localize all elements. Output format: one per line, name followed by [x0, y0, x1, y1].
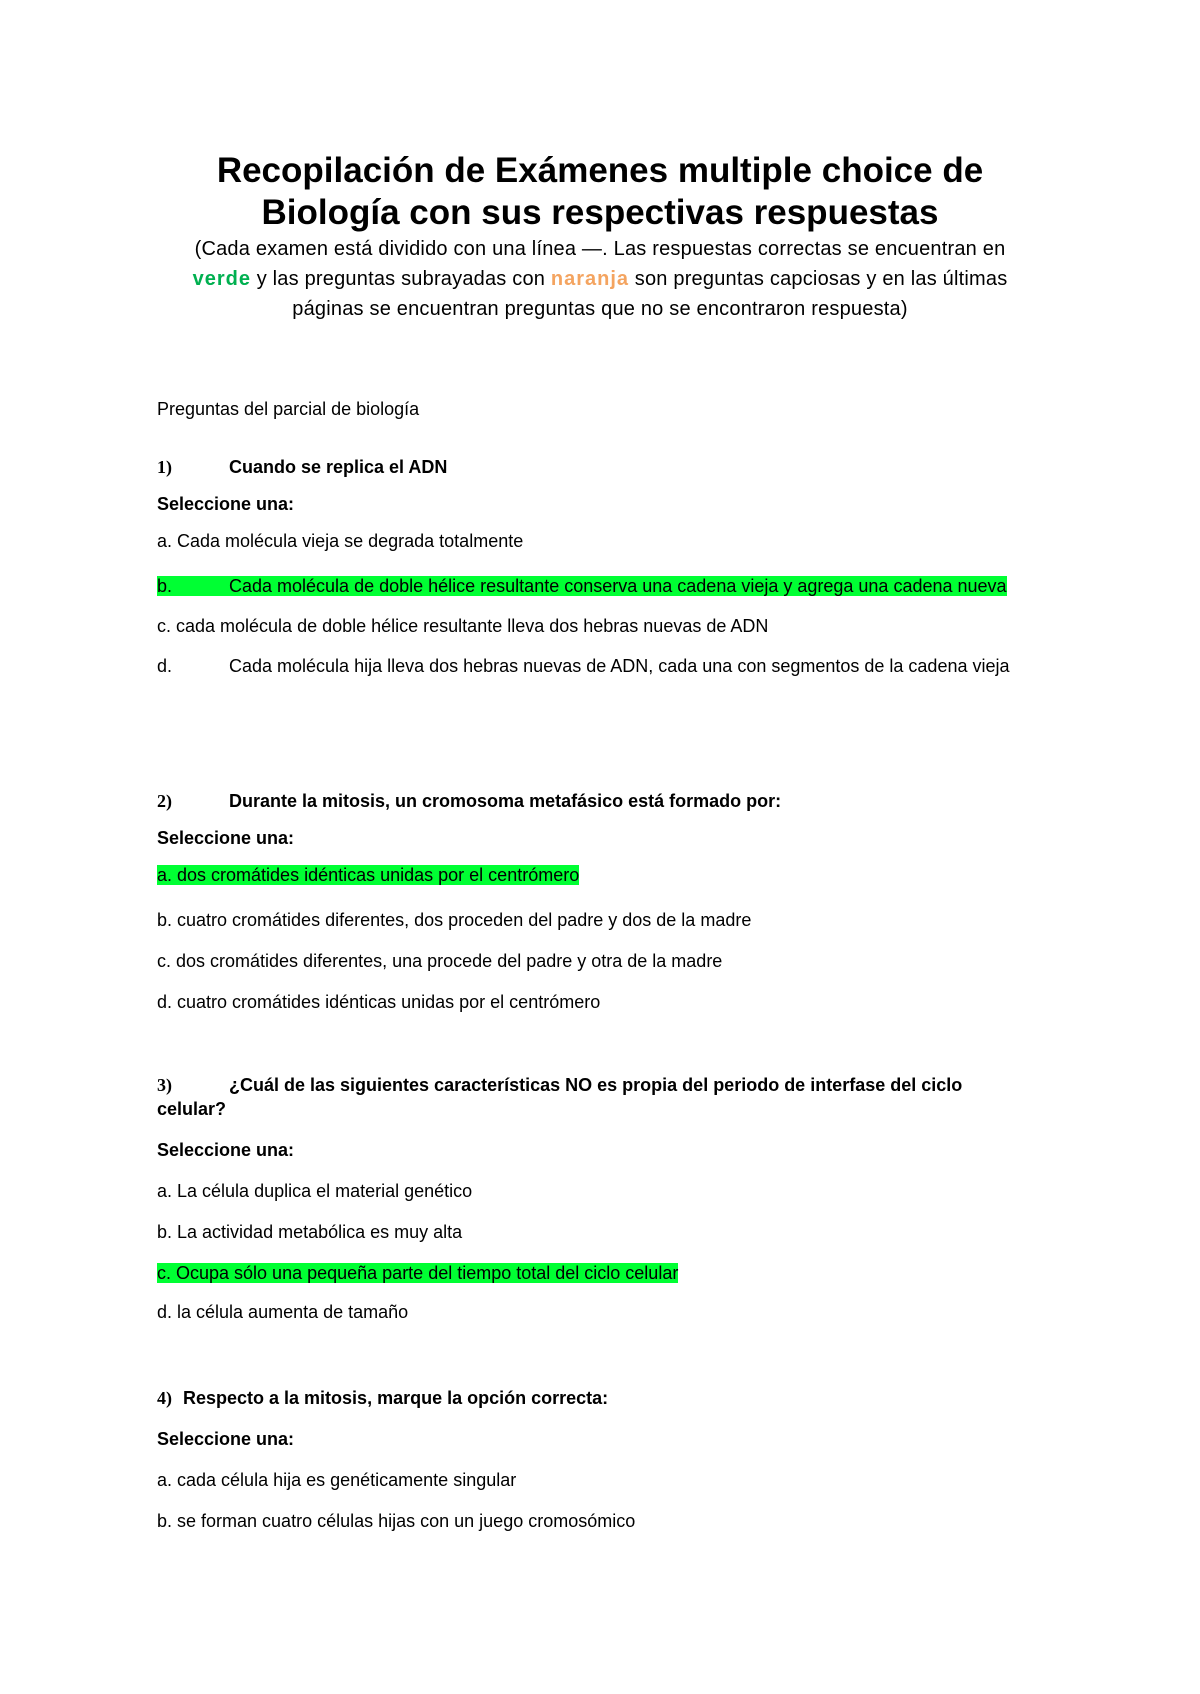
- question-heading: [157, 455, 1027, 479]
- title-line-2: Biología con sus respectivas respuestas: [261, 193, 939, 232]
- question-number: 1): [157, 457, 172, 477]
- keyword-green: verde: [192, 268, 251, 290]
- subtitle-text: y las preguntas subrayadas con: [250, 268, 551, 290]
- option-a: a. cada célula hija es genéticamente singular: [157, 1470, 517, 1490]
- option-b: b. se forman cuatro células hijas con un juego cromosómico: [157, 1511, 636, 1531]
- option-text: Cada molécula hija lleva dos hebras nuevas de ADN, cada una con segmentos de la cadena vieja: [229, 656, 1010, 676]
- correct-highlight: [157, 576, 1007, 596]
- option-d: d. cuatro cromátides idénticas unidas por el centrómero: [157, 992, 601, 1012]
- document-subtitle: [140, 234, 1060, 324]
- option-text: Cada molécula de doble hélice resultante conserva una cadena vieja y agrega una cadena nueva: [229, 576, 1007, 596]
- question-number: 3): [157, 1075, 172, 1095]
- title-line-1: Recopilación de Exámenes multiple choice de: [216, 151, 984, 190]
- question-heading: [157, 789, 1027, 813]
- keyword-orange: naranja: [550, 268, 630, 290]
- option-a-correct: [157, 863, 1027, 887]
- option-d: [157, 654, 1027, 678]
- section-title: Preguntas del parcial de biología: [157, 399, 420, 419]
- question-text: ¿Cuál de las siguientes características NO es propia del periodo de interfase del ciclo celular?: [157, 1075, 963, 1119]
- subtitle-line-1: (Cada examen está dividido con una línea —. Las respuestas correctas se encuentran en: [194, 238, 1006, 260]
- question-1: [157, 455, 1027, 678]
- question-heading: [157, 1073, 1027, 1121]
- correct-highlight: a. dos cromátides idénticas unidas por el centrómero: [157, 865, 580, 885]
- option-b: b. cuatro cromátides diferentes, dos proceden del padre y dos de la madre: [157, 910, 752, 930]
- option-a: a. La célula duplica el material genético: [157, 1181, 473, 1201]
- question-text: Cuando se replica el ADN: [229, 457, 448, 477]
- correct-highlight: c. Ocupa sólo una pequeña parte del tiempo total del ciclo celular: [157, 1263, 679, 1283]
- document-title: [120, 150, 1080, 234]
- question-3: [157, 1073, 1027, 1324]
- option-letter: b.: [157, 576, 173, 596]
- question-number: 4): [157, 1388, 172, 1408]
- select-label: Seleccione una:: [157, 494, 295, 514]
- question-heading: [157, 1386, 1027, 1410]
- question-2: [157, 789, 1027, 1014]
- question-number: 2): [157, 791, 172, 811]
- question-text: Respecto a la mitosis, marque la opción correcta:: [183, 1388, 609, 1408]
- option-b: b. La actividad metabólica es muy alta: [157, 1222, 463, 1242]
- option-c: c. dos cromátides diferentes, una procede del padre y otra de la madre: [157, 951, 723, 971]
- select-label: Seleccione una:: [157, 828, 295, 848]
- option-letter: d.: [157, 656, 173, 676]
- option-b-correct: [157, 574, 1027, 598]
- option-c-correct: [157, 1261, 1027, 1285]
- question-text: Durante la mitosis, un cromosoma metafásico está formado por:: [229, 791, 782, 811]
- option-c: c. cada molécula de doble hélice resultante lleva dos hebras nuevas de ADN: [157, 616, 769, 636]
- option-a: a. Cada molécula vieja se degrada totalmente: [157, 531, 524, 551]
- subtitle-line-3: páginas se encuentran preguntas que no se encontraron respuesta): [292, 298, 908, 320]
- option-d: d. la célula aumenta de tamaño: [157, 1302, 409, 1322]
- subtitle-line-2: [140, 264, 1060, 294]
- question-4: [157, 1386, 1027, 1533]
- select-label: Seleccione una:: [157, 1429, 295, 1449]
- subtitle-text: son preguntas capciosas y en las últimas: [629, 268, 1008, 290]
- select-label: Seleccione una:: [157, 1140, 295, 1160]
